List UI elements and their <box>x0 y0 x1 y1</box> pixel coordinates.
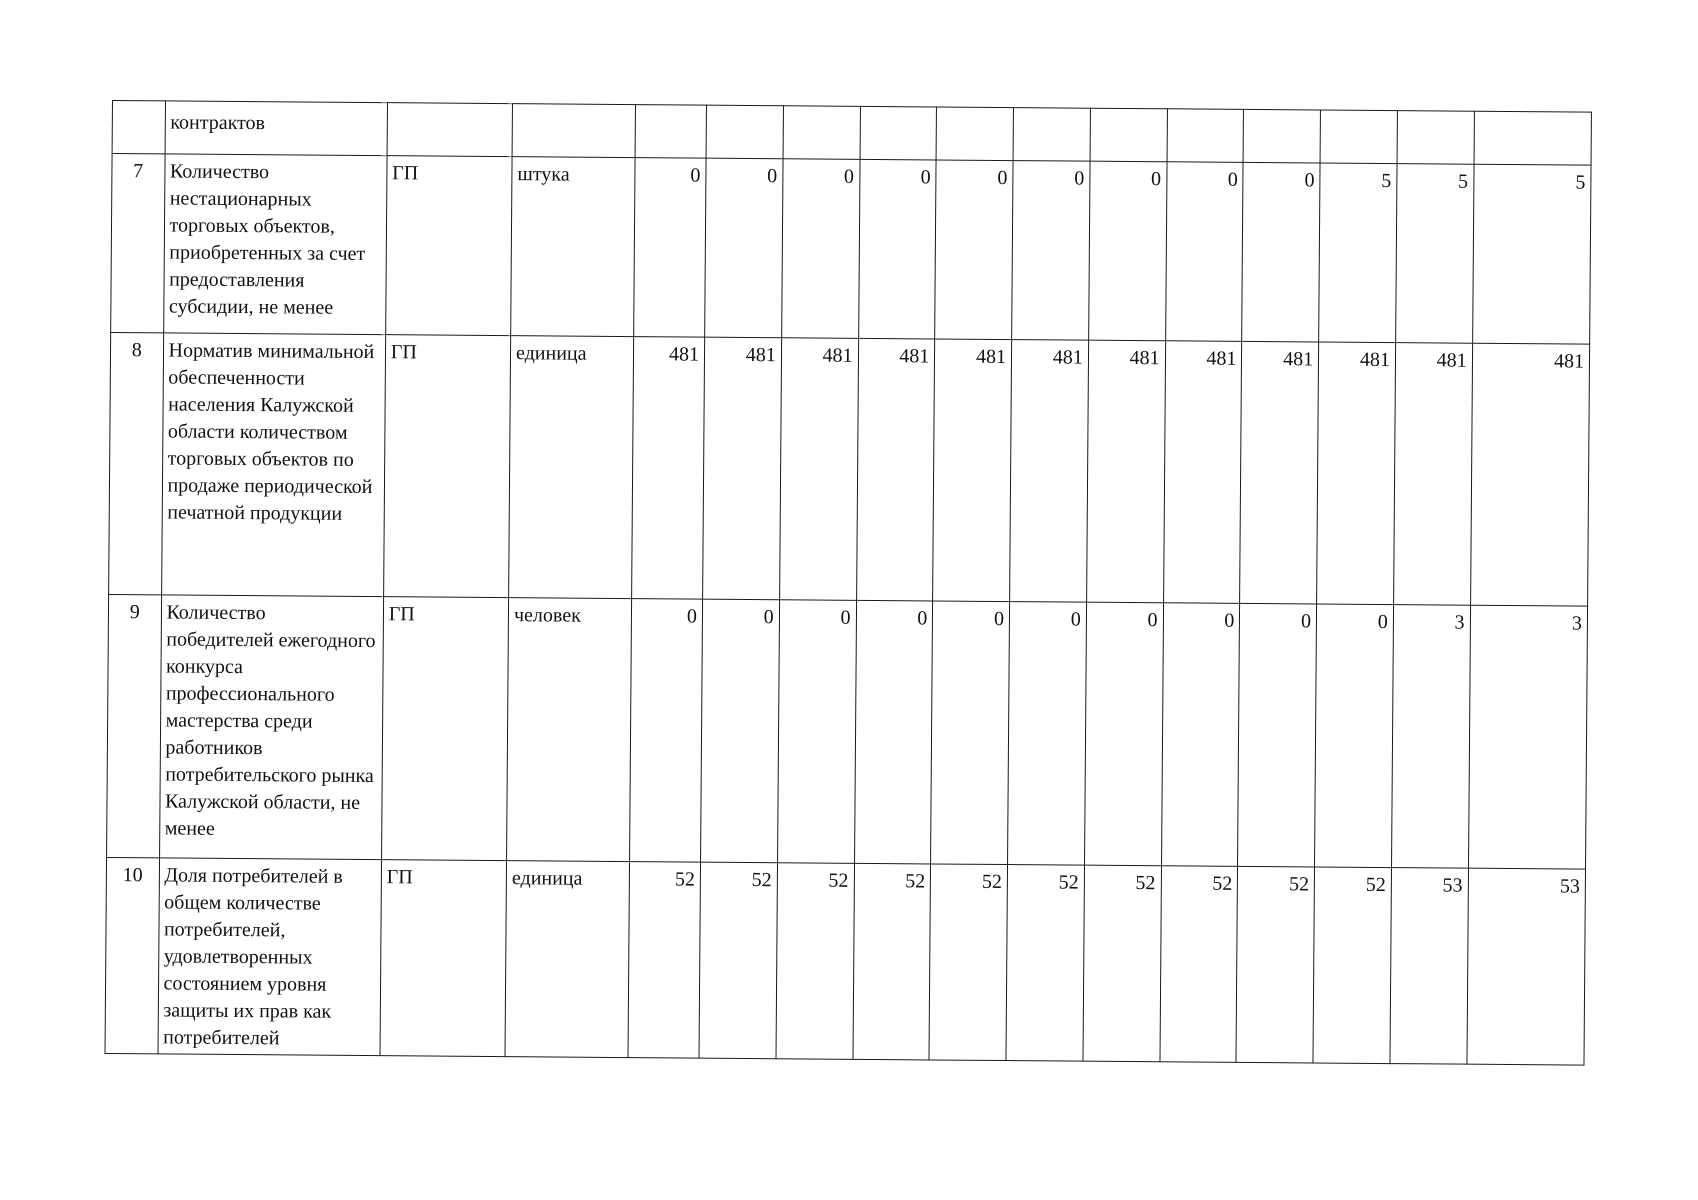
indicator-level: ГП <box>380 860 507 1057</box>
table-row <box>105 857 1585 1065</box>
indicator-value: 0 <box>1008 602 1087 866</box>
indicator-value: 481 <box>933 339 1012 602</box>
indicator-value: 481 <box>779 338 858 601</box>
indicator-value: 481 <box>1393 343 1472 606</box>
table-row <box>109 332 1590 606</box>
indicator-value: 0 <box>781 159 859 339</box>
value-cell <box>1013 108 1090 162</box>
indicator-value: 52 <box>1006 865 1084 1062</box>
indicator-unit: единица <box>505 861 630 1058</box>
indicator-value: 52 <box>699 862 777 1059</box>
indicator-value: 52 <box>1083 865 1161 1062</box>
value-cell <box>1167 109 1244 163</box>
indicator-value: 0 <box>705 158 783 338</box>
indicator-value: 481 <box>1240 341 1319 604</box>
row-number: 8 <box>109 332 164 594</box>
indicator-value: 481 <box>856 338 935 601</box>
indicator-unit: единица <box>509 336 634 599</box>
indicator-value: 52 <box>929 864 1007 1061</box>
indicator-name: Доля потребителей в общем количестве потребителей, удовлетворенных состоянием уровня защиты их прав как потребителей <box>158 858 382 1056</box>
indicator-value: 5 <box>1319 163 1397 343</box>
value-cell <box>783 106 860 160</box>
value-cell <box>860 106 937 160</box>
value-cell <box>706 105 783 159</box>
indicator-name-cell <box>165 101 388 156</box>
indicator-value: 481 <box>1010 340 1089 603</box>
indicator-value: 0 <box>1315 604 1394 868</box>
indicator-value: 52 <box>853 863 931 1060</box>
indicator-value: 0 <box>854 600 933 864</box>
indicator-value: 5 <box>1396 164 1474 344</box>
indicator-value: 0 <box>634 158 706 338</box>
indicator-level: ГП <box>383 335 510 598</box>
indicator-value: 0 <box>1165 162 1243 342</box>
row-number: 9 <box>107 594 162 857</box>
indicator-value: 3 <box>1391 605 1470 869</box>
indicator-value: 53 <box>1467 868 1586 1065</box>
value-cell <box>635 105 706 159</box>
indicator-value: 0 <box>935 160 1013 340</box>
indicator-value: 481 <box>1317 342 1396 605</box>
indicator-value: 0 <box>1238 603 1317 867</box>
unit-cell <box>512 104 636 158</box>
indicator-value: 0 <box>701 599 780 863</box>
row-number: 10 <box>105 857 159 1053</box>
value-cell <box>1474 111 1592 165</box>
indicator-unit: штука <box>511 157 636 337</box>
indicator-value: 481 <box>703 337 782 600</box>
value-cell <box>1320 110 1397 164</box>
continuation-text: контрактов <box>170 111 266 135</box>
indicator-name: Норматив минимальной обеспеченности населения Калужской области количеством торговых объектов по продаже периодической печатной продукции <box>161 333 385 597</box>
row-number-cell <box>112 101 165 154</box>
indicator-value: 481 <box>1163 341 1242 604</box>
indicator-value: 0 <box>1242 162 1320 342</box>
indicator-unit: человек <box>507 598 632 862</box>
level-cell <box>387 103 513 157</box>
indicator-value: 0 <box>858 159 936 339</box>
indicators-table <box>105 100 1592 1066</box>
value-cell <box>936 107 1013 161</box>
value-cell <box>1243 109 1320 163</box>
indicator-value: 481 <box>1086 340 1165 603</box>
indicator-value: 5 <box>1472 164 1591 344</box>
indicator-value: 481 <box>1470 343 1589 606</box>
indicator-level: ГП <box>385 156 512 336</box>
indicator-value: 52 <box>776 863 854 1060</box>
indicator-value: 0 <box>1088 161 1166 341</box>
value-cell <box>1090 108 1167 162</box>
indicator-value: 0 <box>777 600 856 864</box>
indicator-value: 481 <box>632 337 705 600</box>
indicator-value: 0 <box>1012 161 1090 341</box>
indicator-name: Количество победителей ежегодного конкурса профессионального мастерства среди работников потребительского рынка Калужской области, не менее <box>159 595 383 860</box>
indicator-value: 52 <box>1313 867 1391 1064</box>
table-row <box>107 594 1588 869</box>
indicator-value: 0 <box>630 599 703 863</box>
indicator-level: ГП <box>381 597 508 861</box>
indicator-value: 0 <box>931 601 1010 865</box>
indicator-value: 52 <box>628 862 700 1059</box>
indicator-value: 53 <box>1390 868 1468 1065</box>
value-cell <box>1397 111 1474 165</box>
indicator-value: 52 <box>1160 866 1238 1063</box>
row-number: 7 <box>111 154 165 333</box>
indicator-value: 0 <box>1161 603 1240 867</box>
indicator-value: 52 <box>1236 866 1314 1063</box>
indicator-name: Количество нестационарных торговых объектов, приобретенных за счет предоставления субсидии, не менее <box>163 154 387 335</box>
table-row <box>111 154 1591 345</box>
indicator-value: 3 <box>1468 605 1587 869</box>
indicator-value: 0 <box>1084 602 1163 866</box>
